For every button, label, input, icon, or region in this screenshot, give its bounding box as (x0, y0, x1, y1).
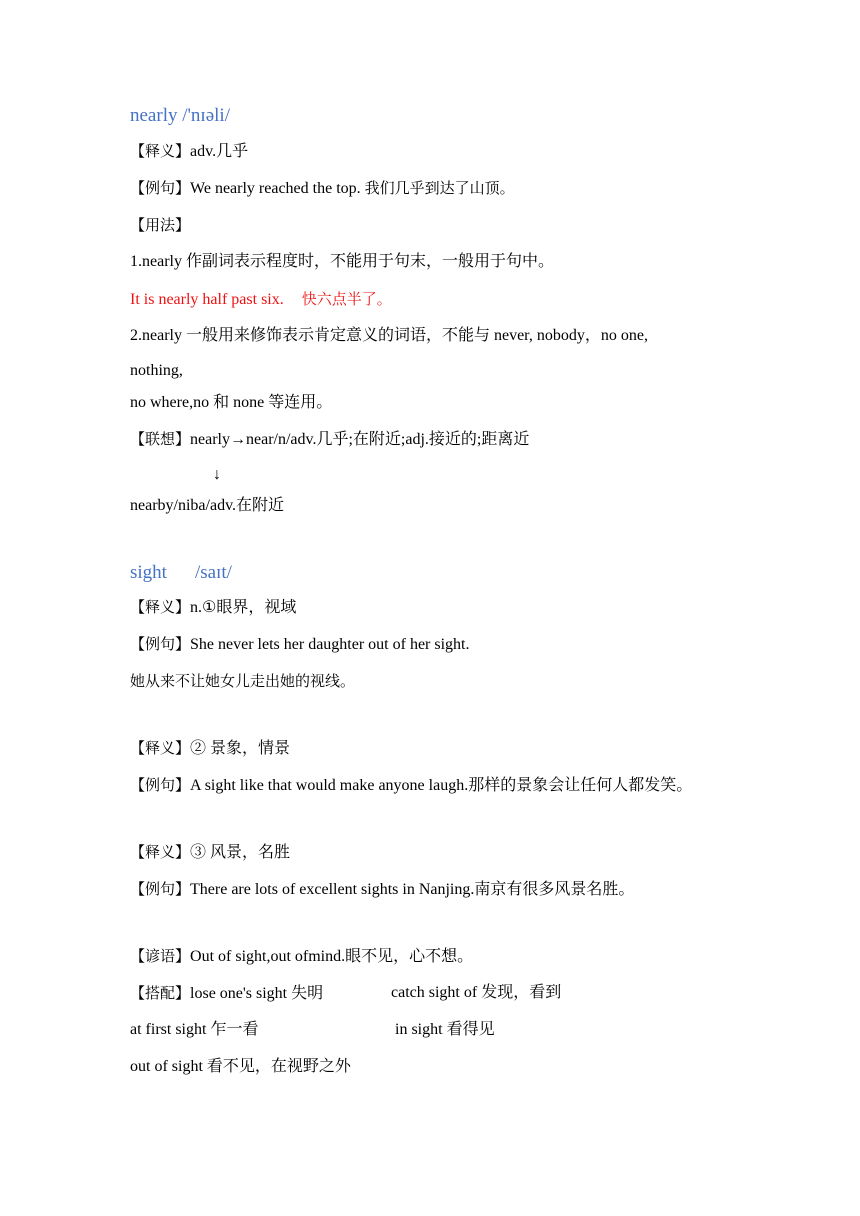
example-tag: 【例句】 (130, 776, 191, 794)
meaning-3-line (130, 841, 290, 864)
example-1-line (130, 633, 470, 656)
meaning-tag: 【释义】 (130, 142, 191, 160)
collocation-5: out of sight 看不见，在视野之外 (130, 1058, 351, 1075)
nearby-line: nearby/niba/adv.在附近 (130, 497, 285, 514)
proverb-text: Out of sight,out ofmind.眼不见，心不想。 (190, 948, 474, 965)
collocation-4: in sight 看得见 (395, 1021, 495, 1038)
phonetic: /'nɪəli/ (182, 105, 230, 126)
usage-2-line2: nothing, (130, 362, 183, 379)
collocation-3: at first sight 乍一看 (130, 1021, 259, 1038)
meaning-text: adv.几乎 (190, 143, 249, 160)
collocation-tag: 【搭配】 (130, 984, 191, 1002)
association-tag: 【联想】 (130, 430, 191, 448)
association-text: nearly→near/n/adv.几乎;在附近;adj.接近的;距离近 (190, 431, 530, 448)
example-en: We nearly reached the top. (190, 180, 361, 197)
example-text: A sight like that would make anyone laugh.那样的景象会让任何人都发笑。 (190, 777, 693, 794)
meaning-text: ③ 风景，名胜 (190, 844, 291, 861)
meaning-text: n.①眼界，视域 (190, 599, 297, 616)
meaning-1-line (130, 596, 296, 619)
example-tag: 【例句】 (130, 635, 191, 653)
collocation-line (130, 982, 323, 1005)
collocation-2: catch sight of 发现，看到 (391, 984, 562, 1001)
usage-1: 1.nearly 作副词表示程度时，不能用于句末，一般用于句中。 (130, 253, 554, 270)
headword-text: sight (130, 562, 167, 583)
headword-sight (130, 562, 232, 584)
proverb-tag: 【谚语】 (130, 947, 191, 965)
meaning-2-line (130, 737, 290, 760)
example-tag: 【例句】 (130, 880, 191, 898)
meaning-line (130, 140, 248, 163)
meaning-text: ② 景象，情景 (190, 740, 291, 757)
example-1-zh: 她从来不让她女儿走出她的视线。 (130, 672, 356, 690)
down-arrow-icon: ↓ (213, 466, 221, 483)
proverb-line (130, 945, 473, 968)
headword-text: nearly (130, 105, 178, 126)
example-text: There are lots of excellent sights in Nanjing.南京有很多风景名胜。 (190, 881, 635, 898)
example-line (130, 177, 515, 200)
meaning-tag: 【释义】 (130, 739, 191, 757)
collocation-1: lose one's sight 失明 (190, 985, 324, 1002)
usage-2-line1: 2.nearly 一般用来修饰表示肯定意义的词语，不能与 never, nobody，no one, (130, 327, 648, 344)
association-line (130, 428, 529, 451)
example-en: She never lets her daughter out of her sight. (190, 636, 470, 653)
example-zh: 我们几乎到达了山顶。 (364, 179, 515, 197)
usage-1-example-en: It is nearly half past six. (130, 291, 284, 308)
example-2-line (130, 774, 692, 797)
example-tag: 【例句】 (130, 179, 191, 197)
usage-tag: 【用法】 (130, 216, 191, 234)
meaning-tag: 【释义】 (130, 598, 191, 616)
phonetic: /saɪt/ (194, 562, 232, 583)
meaning-tag: 【释义】 (130, 843, 191, 861)
usage-2-line3: no where,no 和 none 等连用。 (130, 394, 333, 411)
usage-1-example (130, 288, 392, 311)
usage-1-example-zh: 快六点半了。 (301, 290, 392, 308)
headword-nearly (130, 105, 230, 127)
example-3-line (130, 878, 634, 901)
